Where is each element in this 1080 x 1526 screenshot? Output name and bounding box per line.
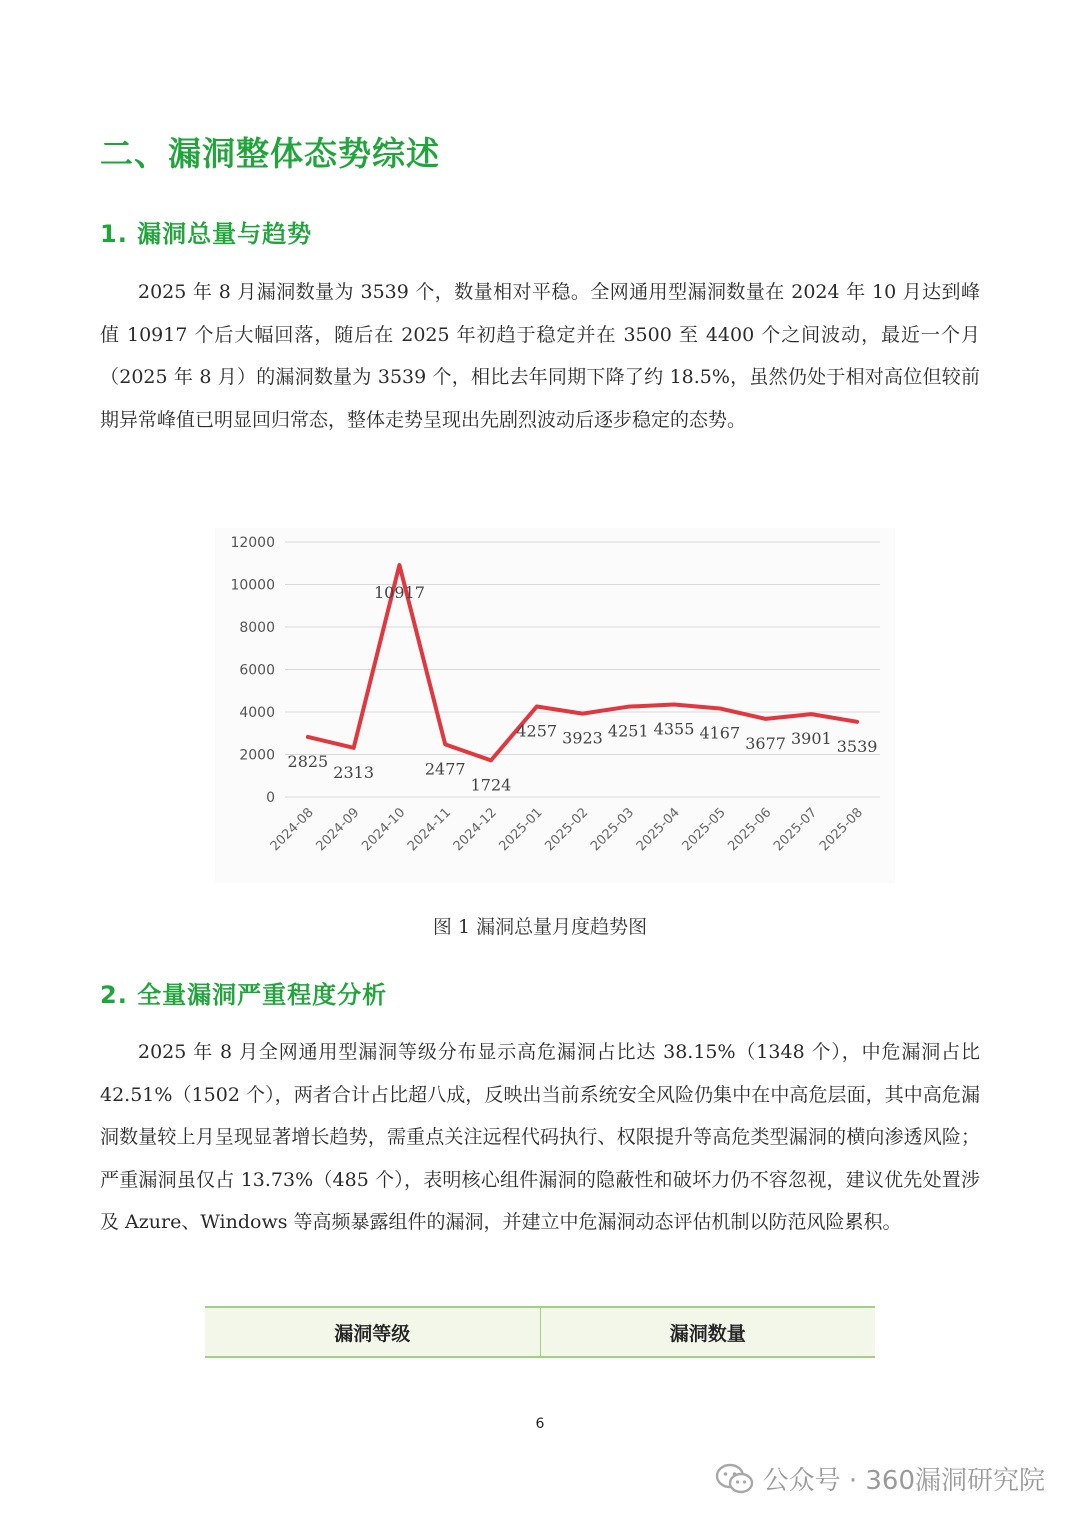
paragraph-trend: 2025 年 8 月漏洞数量为 3539 个，数量相对平稳。全网通用型漏洞数量在 2024 年 10 月达到峰值 10917 个后大幅回落，随后在 2025 年初趋于稳定并在 3500 至 4400 个之间波动，最近一个月（2025 年 8 月）的漏洞数量为 3539 个，相比去年同期下降了约 18.5%，虽然仍处于相对高位但较前期异常峰值已明显回归常态，整体走势呈现出先剧烈波动后逐步稳定的态势。 [100, 281, 980, 431]
chart-svg [215, 528, 895, 883]
trend-chart [215, 528, 895, 883]
watermark [715, 1460, 1045, 1497]
y-tick-label: 0 [266, 790, 275, 806]
paragraph-severity: 2025 年 8 月全网通用型漏洞等级分布显示高危漏洞占比达 38.15%（1348 个），中危漏洞占比 42.51%（1502 个），两者合计占比超八成，反映出当前系统安全风险仍集中在中高危层面，其中高危漏洞数量较上月呈现显著增长趋势，需重点关注远程代码执行、权限提升等高危类型漏洞的横向渗透风险；严重漏洞虽仅占 13.73%（485 个），表明核心组件漏洞的隐蔽性和破坏力仍不容忽视，建议优先处置涉及 Azure、Windows 等高频暴露组件的漏洞，并建立中危漏洞动态评估机制以防范风险累积。 [100, 1041, 980, 1233]
data-label: 3923 [562, 728, 603, 748]
data-label: 2477 [424, 759, 466, 779]
y-tick-label: 2000 [239, 747, 275, 764]
figure-caption: 图 1 漏洞总量月度趋势图 [432, 916, 648, 938]
data-label: 4257 [516, 721, 558, 741]
data-label: 1724 [470, 775, 512, 795]
y-tick-label: 6000 [239, 662, 275, 679]
x-tick-label: 2024-09 [313, 805, 363, 855]
x-tick-label: 2024-11 [404, 805, 455, 855]
data-label: 4167 [699, 723, 741, 743]
x-tick-label: 2025-05 [679, 805, 729, 855]
x-tick-label: 2025-01 [496, 805, 546, 855]
data-label: 2313 [333, 762, 375, 782]
wechat-icon [715, 1462, 755, 1496]
x-tick-label: 2024-08 [267, 805, 317, 855]
data-label: 2825 [287, 751, 329, 771]
x-tick-label: 2025-04 [633, 805, 683, 855]
y-tick-label: 10000 [230, 577, 275, 594]
data-label: 10917 [373, 583, 425, 603]
table-header-level: 漏洞等级 [205, 1307, 540, 1357]
data-label: 3901 [790, 729, 832, 749]
x-tick-label: 2025-07 [771, 805, 821, 855]
x-tick-label: 2024-10 [359, 805, 409, 855]
x-tick-label: 2024-12 [450, 805, 500, 855]
table-header-row [205, 1307, 875, 1357]
severity-table [205, 1306, 875, 1358]
x-tick-label: 2025-03 [588, 805, 638, 855]
x-tick-label: 2025-02 [542, 805, 592, 855]
subsection-title-2: 2. 全量漏洞严重程度分析 [100, 981, 388, 1009]
y-tick-label: 12000 [230, 535, 275, 551]
subsection-title-1: 1. 漏洞总量与趋势 [100, 220, 313, 248]
table-header-count: 漏洞数量 [540, 1307, 875, 1357]
watermark-text: 公众号 · 360漏洞研究院 [762, 1466, 1045, 1496]
data-label: 3539 [836, 736, 878, 756]
y-tick-label: 4000 [239, 705, 275, 721]
x-tick-label: 2025-08 [816, 805, 866, 855]
data-label: 3677 [745, 733, 786, 753]
data-label: 4251 [607, 721, 649, 741]
x-tick-label: 2025-06 [725, 805, 775, 855]
data-label: 4355 [653, 719, 695, 739]
y-tick-label: 8000 [239, 620, 275, 636]
page-number: 6 [535, 1416, 545, 1432]
section-title: 二、漏洞整体态势综述 [100, 134, 440, 173]
